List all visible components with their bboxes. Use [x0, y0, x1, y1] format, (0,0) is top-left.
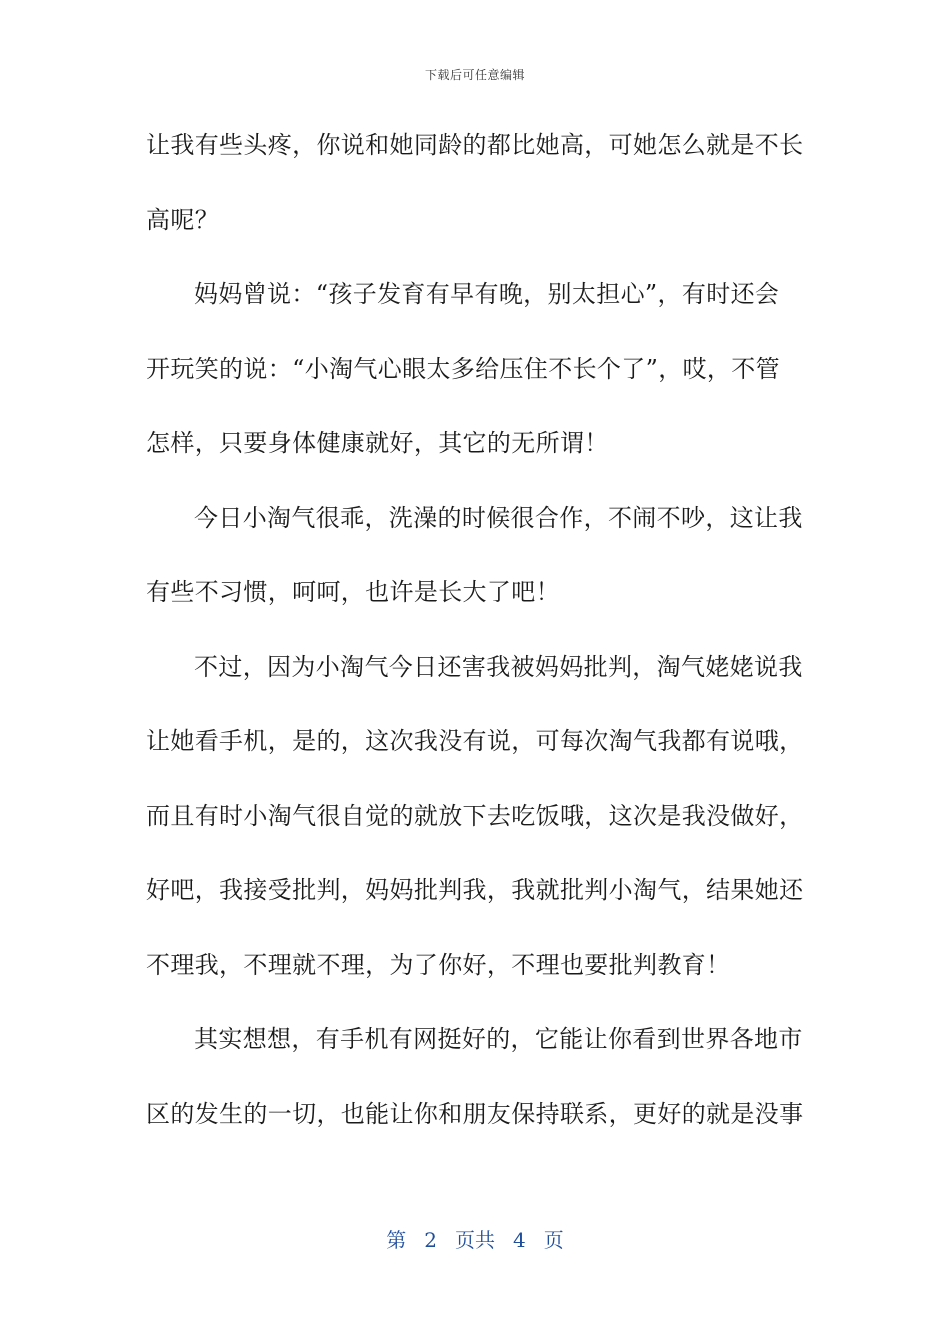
body-line: 而且有时小淘气很自觉的就放下去吃饭哦，这次是我没做好，: [146, 801, 804, 830]
body-line: 区的发生的一切，也能让你和朋友保持联系，更好的就是没事: [146, 1099, 804, 1128]
body-line: 让她看手机，是的，这次我没有说，可每次淘气我都有说哦，: [146, 727, 804, 755]
document-body: [146, 118, 804, 1161]
current-page-number: 2: [424, 1228, 437, 1252]
body-line: 让我有些头疼，你说和她同龄的都比她高，可她怎么就是不长: [146, 131, 804, 159]
page-label-suffix: 页: [543, 1228, 564, 1252]
body-line: 高呢？: [146, 205, 220, 234]
body-line-paragraph-start: 不过，因为小淘气今日还害我被妈妈批判，淘气姥姥说我: [194, 652, 803, 681]
body-line: 好吧，我接受批判，妈妈批判我，我就批判小淘气，结果她还: [146, 876, 804, 904]
body-line: 不理我，不理就不理，为了你好，不理也要批判教育！: [146, 950, 731, 979]
page-header: 下载后可任意编辑: [424, 68, 525, 82]
page-label-mid: 页共: [455, 1228, 495, 1252]
page-label-prefix: 第: [386, 1228, 407, 1252]
body-line: 开玩笑的说：“小淘气心眼太多给压住不长个了”，哎，不管: [146, 354, 780, 383]
body-line: 怎样，只要身体健康就好，其它的无所谓！: [146, 429, 609, 457]
body-line-paragraph-start: 其实想想，有手机有网挺好的，它能让你看到世界各地市: [194, 1025, 803, 1053]
body-line: 有些不习惯，呵呵，也许是长大了吧！: [146, 578, 560, 606]
total-pages-number: 4: [513, 1228, 526, 1252]
body-line-paragraph-start: 妈妈曾说：“孩子发育有早有晚，别太担心”，有时还会: [194, 280, 780, 308]
body-line-paragraph-start: 今日小淘气很乖，洗澡的时候很合作，不闹不吵，这让我: [194, 503, 803, 532]
page-footer: [0, 1224, 950, 1253]
